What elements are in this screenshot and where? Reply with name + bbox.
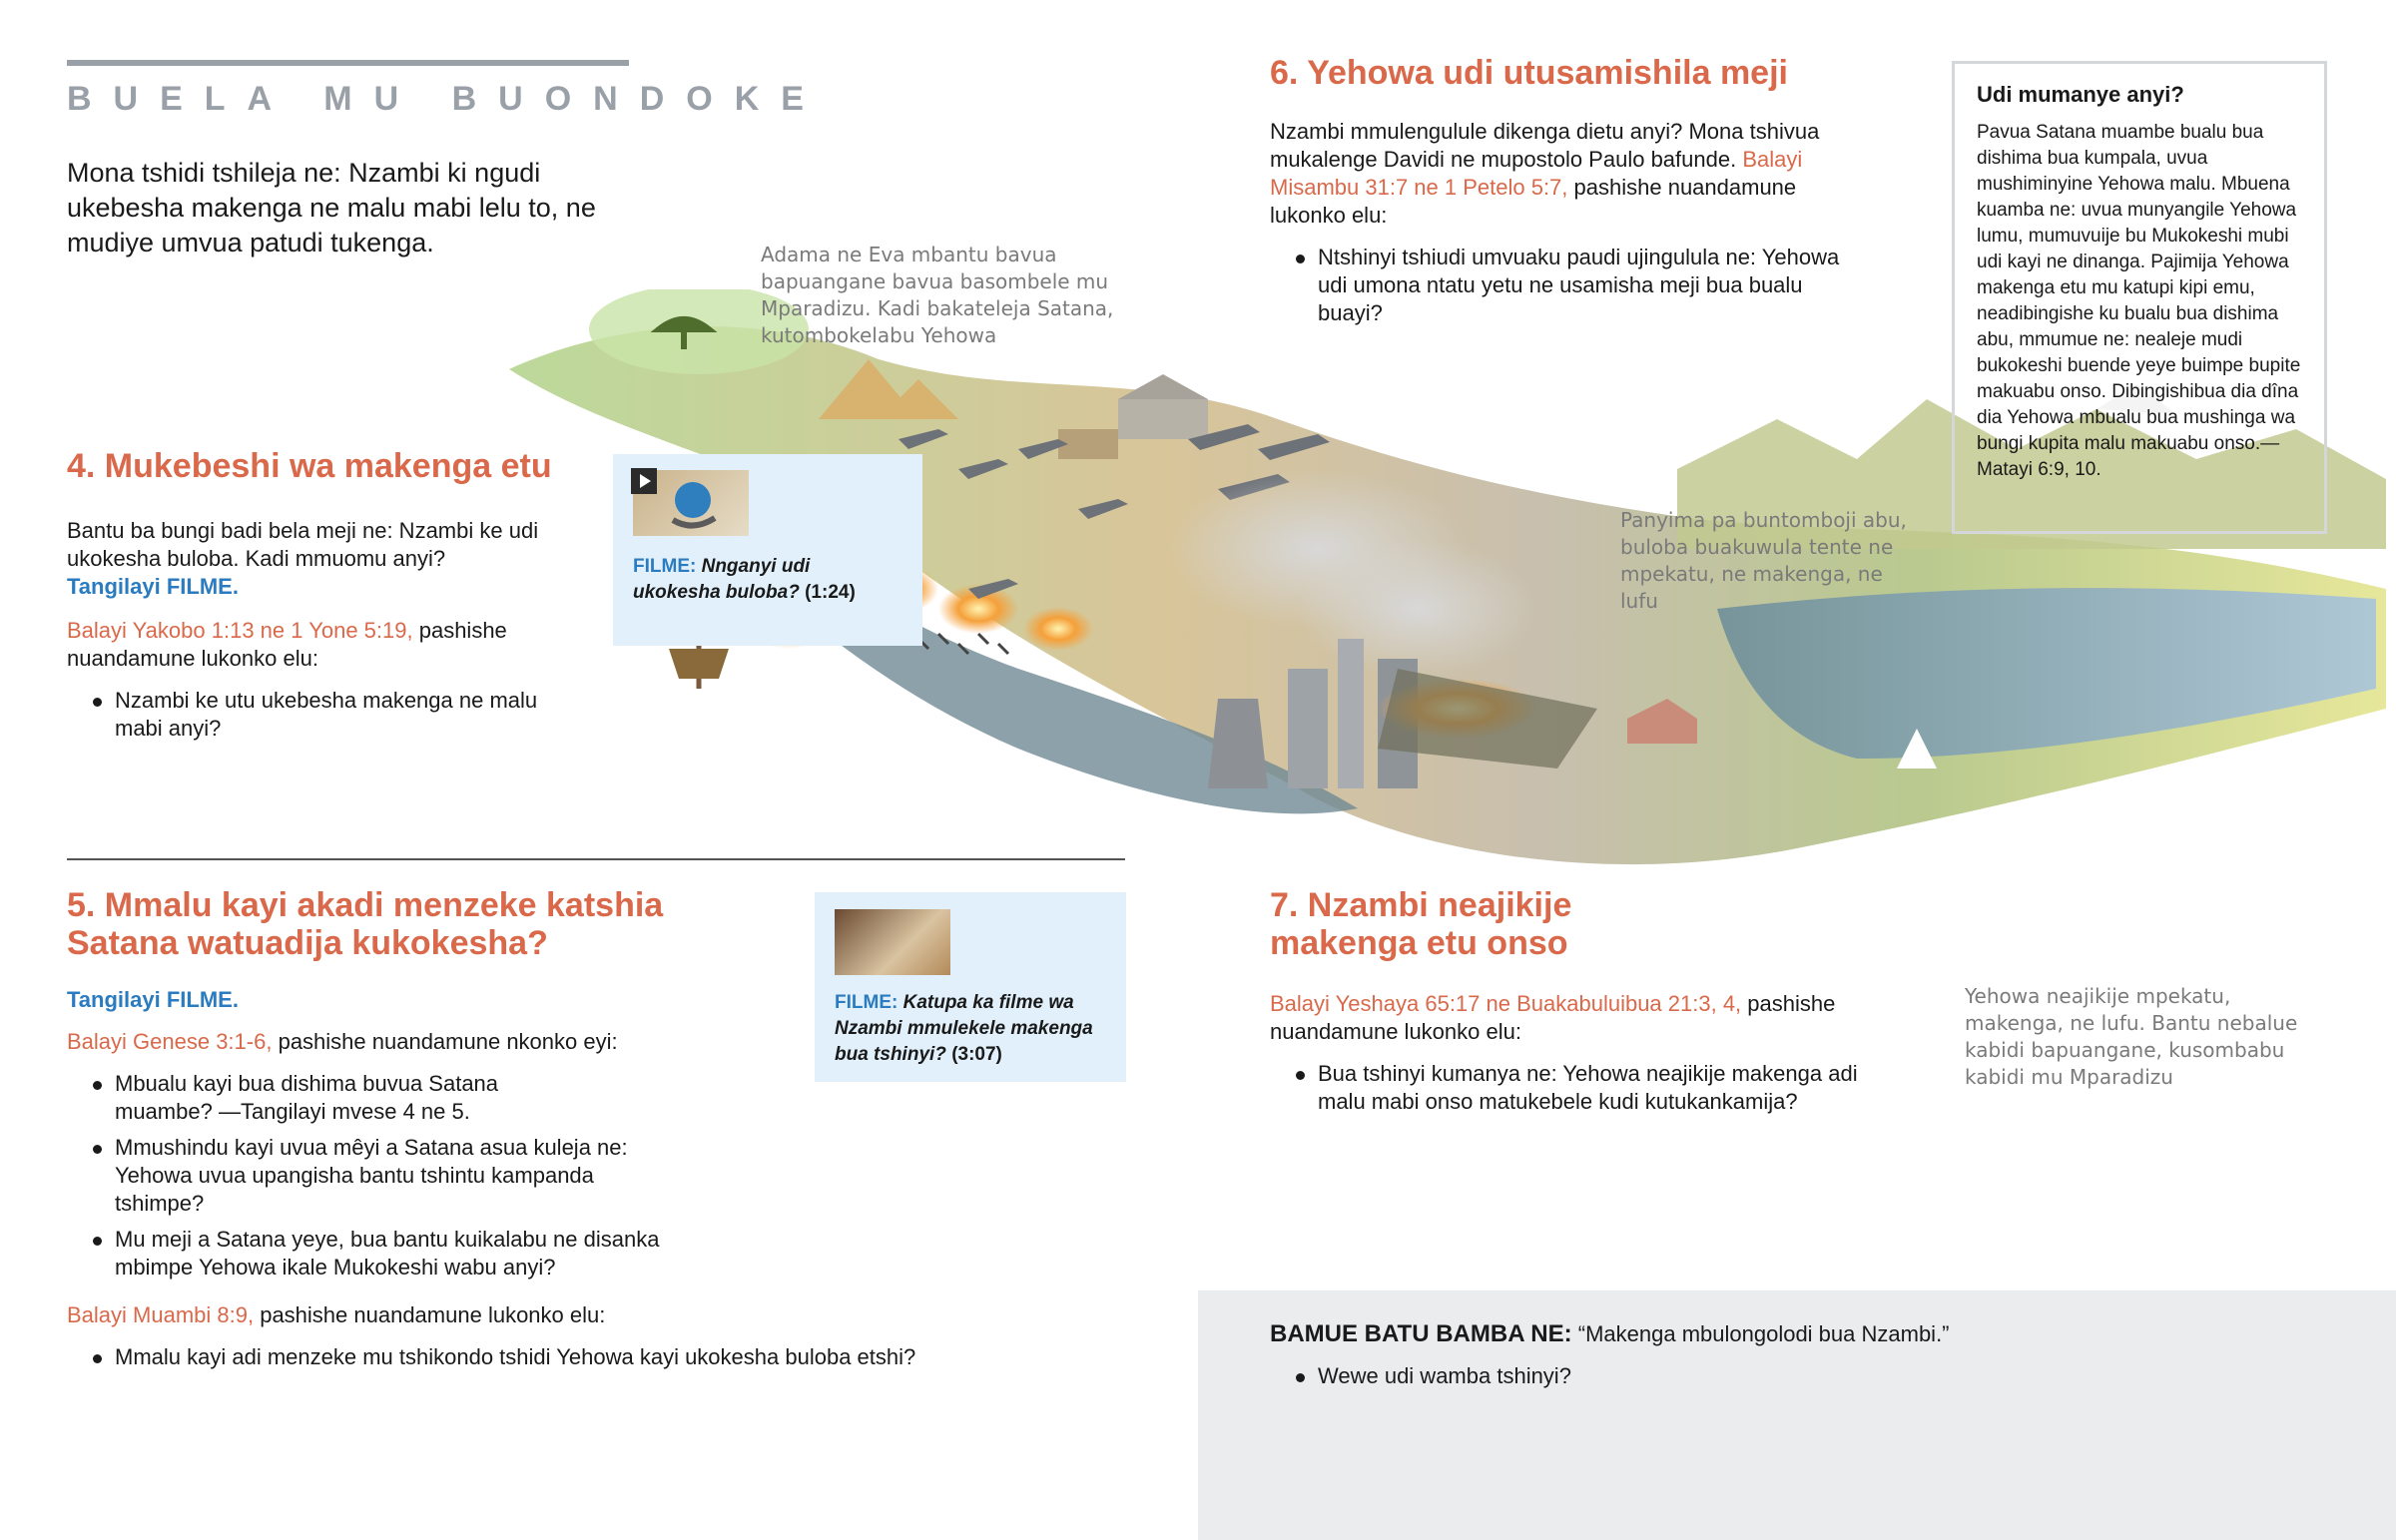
some-people-say-panel: [1198, 1290, 2396, 1540]
section-4-paragraph: Bantu ba bungi badi bela meji ne: Nzambi ke udi ukokesha buloba. Kadi mmuomu anyi? Tangilayi FILME.: [67, 518, 539, 599]
list-item: Nzambi ke utu ukebesha makenga ne malu mabi anyi?: [67, 687, 566, 743]
did-you-know-text: Pavua Satana muambe bualu bua dishima bua kumpala, uvua mushiminyine Yehowa malu. Mbuena kuamba ne: uvua munyangile Yehowa lumu, mumuvuije bu Mukokeshi mubi udi kayi ne dinanga. Pajimija Yehowa makenga etu mu katupi kipi emu, neadibingishe ku bualu bua dishima abu, mmumue ne: nealeje mudi bukokeshi buende yeye buimpe bupite makuabu onso. Dibingishibua dia dîna dia Yehowa mbualu bua mushinga wa bungi kupita malu makuabu onso.—Matayi 6:9, 10.: [1977, 122, 2301, 480]
section-4-questions: [67, 687, 566, 743]
list-item: Ntshinyi tshiudi umvuaku paudi ujingulula ne: Yehowa udi umona ntatu yetu ne usamisha meji bua bualu buayi?: [1270, 244, 1849, 327]
section-5-title: 5. Mmalu kayi akadi menzeke katshia Satana watuadija kukokesha?: [67, 886, 664, 962]
section-7-title: 7. Nzambi neajikije makenga etu onso: [1270, 886, 1572, 962]
section-5-reading-1: Balayi Genese 3:1-6, pashishe nuandamune nkonko eyi:: [67, 1029, 618, 1054]
video-label: FILME: Nnganyi udi ukokesha buloba? (1:24): [633, 556, 856, 603]
did-you-know-title: Udi mumanye anyi?: [1977, 82, 2184, 107]
caption-rebellion: Panyima pa buntomboji abu, buloba buakuwula tente ne mpekatu, ne makenga, ne lufu: [1620, 508, 1907, 613]
caption-restore: Yehowa neajikije mpekatu, makenga, ne lufu. Bantu nebalue kabidi bapuangane, kusombabu kabidi mu Mparadizu: [1965, 984, 2298, 1089]
watch-video-link[interactable]: Tangilayi FILME.: [67, 987, 239, 1012]
list-item: Mbualu kayi bua dishima buvua Satana muambe? —Tangilayi mvese 4 ne 5.: [67, 1070, 786, 1126]
section-7-questions: [1270, 1060, 1889, 1116]
section-7-reading: Balayi Yeshaya 65:17 ne Buakabuluibua 21:3, 4, pashishe nuandamune lukonko elu:: [1270, 991, 1836, 1044]
video-card-4[interactable]: [613, 454, 922, 646]
list-item: Mu meji a Satana yeye, bua bantu kuikalabu ne disanka mbimpe Yehowa ikale Mukokeshi wabu anyi?: [67, 1226, 786, 1282]
scripture-reference[interactable]: Balayi Misambu 31:7 ne 1 Petelo 5:7,: [1270, 147, 1803, 200]
page-title: BUELA MU BUONDOKE: [67, 80, 826, 118]
section-7: [1270, 886, 1909, 1124]
some-people-say-questions: [1270, 1362, 2268, 1398]
video-card-5[interactable]: [815, 892, 1126, 1082]
list-item: Mmalu kayi adi menzeke mu tshikondo tshidi Yehowa kayi ukokesha buloba etshi?: [67, 1343, 1065, 1371]
scripture-reference[interactable]: Balayi Genese 3:1-6,: [67, 1029, 273, 1054]
section-5: [67, 886, 916, 1379]
watch-video-link[interactable]: Tangilayi FILME.: [67, 574, 239, 599]
did-you-know-box: [1952, 61, 2327, 534]
caption-paradise: Adama ne Eva mbantu bavua bapuangane bavua basombele mu Mparadizu. Kadi bakateleja Satana, kutombokelabu Yehowa: [761, 243, 1114, 347]
film-scene-thumbnail[interactable]: [835, 909, 950, 975]
list-item: Bua tshinyi kumanya ne: Yehowa neajikije makenga adi malu mabi onso matukebele kudi kutukankamija?: [1270, 1060, 1889, 1116]
play-icon[interactable]: [631, 468, 657, 494]
section-4-title: 4. Mukebeshi wa makenga etu: [67, 447, 552, 485]
section-6: [1270, 54, 1849, 335]
list-item: Mmushindu kayi uvua mêyi a Satana asua kuleja ne: Yehowa uvua upangisha bantu tshintu kampanda tshimpe?: [67, 1134, 786, 1218]
intro-text: Mona tshidi tshileja ne: Nzambi ki ngudi ukebesha makenga ne malu mabi lelu to, ne mudiye umvua patudi tukenga.: [67, 158, 596, 257]
scripture-reference[interactable]: Balayi Yakobo 1:13 ne 1 Yone 5:19,: [67, 618, 413, 643]
section-5-reading-2: Balayi Muambi 8:9, pashishe nuandamune lukonko elu:: [67, 1302, 606, 1327]
section-4-reading: Balayi Yakobo 1:13 ne 1 Yone 5:19, pashishe nuandamune lukonko elu:: [67, 618, 507, 671]
video-thumbnail[interactable]: [633, 470, 749, 536]
section-6-title: 6. Yehowa udi utusamishila meji: [1270, 54, 1788, 92]
section-6-questions: [1270, 244, 1849, 327]
scripture-reference[interactable]: Balayi Yeshaya 65:17 ne Buakabuluibua 21:3, 4,: [1270, 991, 1742, 1016]
section-6-paragraph: Nzambi mmulengulule dikenga dietu anyi? Mona tshivua mukalenge Davidi ne mupostolo Paulo bafunde. Balayi Misambu 31:7 ne 1 Petelo 5:7, pashishe nuandamune lukonko elu:: [1270, 119, 1820, 228]
section-divider: [67, 858, 1125, 860]
scripture-reference[interactable]: Balayi Muambi 8:9,: [67, 1302, 255, 1327]
section-4: [67, 447, 566, 751]
section-5-questions-1: [67, 1070, 786, 1282]
list-item: Wewe udi wamba tshinyi?: [1270, 1362, 2268, 1390]
section-5-questions-2: [67, 1343, 1065, 1371]
some-people-say: BAMUE BATU BAMBA NE: “Makenga mbulongolodi bua Nzambi.”: [1270, 1320, 1950, 1347]
header-rule: [67, 60, 629, 66]
video-label: FILME: Katupa ka filme wa Nzambi mmulekele makenga bua tshinyi? (3:07): [835, 992, 1093, 1065]
